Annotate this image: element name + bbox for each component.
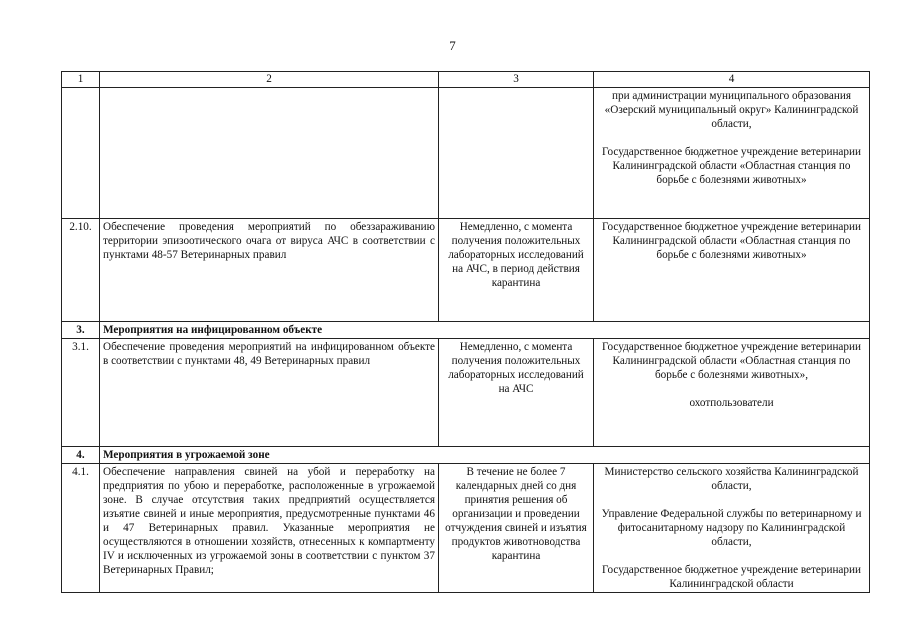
responsible-entry: охотпользователи: [689, 397, 774, 409]
responsible-cell: [594, 339, 870, 447]
item-number: 3.1.: [62, 339, 100, 447]
table-row: [62, 339, 870, 447]
section-heading-row: [62, 447, 870, 464]
table-row: [62, 464, 870, 593]
measures-table: [61, 71, 870, 593]
responsible-entry: при администрации муниципального образования «Озерский муниципальный округ» Калининградской области,: [604, 90, 859, 130]
item-number: 2.10.: [62, 219, 100, 322]
timing-cell: [439, 88, 594, 219]
activity-cell: Обеспечение проведения мероприятий по обеззараживанию территории эпизоотического очага от вируса АЧС в соответствии с пунктами 48-57 Ветеринарных правил: [100, 219, 439, 322]
page-number: 7: [449, 38, 456, 53]
section-number: 4.: [62, 447, 100, 464]
responsible-entry: Государственное бюджетное учреждение ветеринарии Калининградской области: [602, 564, 861, 590]
responsible-entry: Управление Федеральной службы по ветеринарному и фитосанитарному надзору по Калининградской области,: [601, 508, 862, 548]
responsible-cell: [594, 464, 870, 593]
section-number: 3.: [62, 322, 100, 339]
section-title: Мероприятия на инфицированном объекте: [100, 322, 870, 339]
activity-cell: Обеспечение проведения мероприятий на инфицированном объекте в соответствии с пунктами 48, 49 Ветеринарных правил: [100, 339, 439, 447]
responsible-entry: Государственное бюджетное учреждение ветеринарии Калининградской области «Областная станция по борьбе с болезнями животных»: [602, 146, 861, 186]
timing-cell: В течение не более 7 календарных дней со дня принятия решения об организации и проведении отчуждения свиней и изъятия продуктов животноводства карантина: [439, 464, 594, 593]
timing-cell: Немедленно, с момента получения положительных лабораторных исследований на АЧС: [439, 339, 594, 447]
section-heading-row: [62, 322, 870, 339]
activity-cell: Обеспечение направления свиней на убой и переработку на предприятия по убою и переработке, расположенные в угрожаемой зоне. В случае отсутствия таких предприятий осуществляется изъятие свиней и иные мероприятия, предусмотренные пунктами 46 и 47 Ветеринарных правил. Указанные мероприятия не осуществляются в отношении хозяйств, отнесенных к компартменту IV и исключенных из угрожаемой зоны в соответствии с пунктом 37 Ветеринарных Правил;: [100, 464, 439, 593]
item-number: [62, 88, 100, 219]
activity-cell: [100, 88, 439, 219]
table-row: [62, 219, 870, 322]
timing-cell: Немедленно, с момента получения положительных лабораторных исследований на АЧС, в период действия карантина: [439, 219, 594, 322]
responsible-cell: [594, 219, 870, 322]
column-number-row: [62, 72, 870, 88]
item-number: 4.1.: [62, 464, 100, 593]
column-number: 3: [439, 72, 594, 88]
column-number: 1: [62, 72, 100, 88]
section-title: Мероприятия в угрожаемой зоне: [100, 447, 870, 464]
table-row: [62, 88, 870, 219]
responsible-entry: Министерство сельского хозяйства Калининградской области,: [604, 466, 859, 492]
responsible-cell: [594, 88, 870, 219]
column-number: 4: [594, 72, 870, 88]
responsible-entry: Государственное бюджетное учреждение ветеринарии Калининградской области «Областная станция по борьбе с болезнями животных»,: [602, 341, 861, 381]
column-number: 2: [100, 72, 439, 88]
responsible-entry: Государственное бюджетное учреждение ветеринарии Калининградской области «Областная станция по борьбе с болезнями животных»: [602, 221, 861, 261]
